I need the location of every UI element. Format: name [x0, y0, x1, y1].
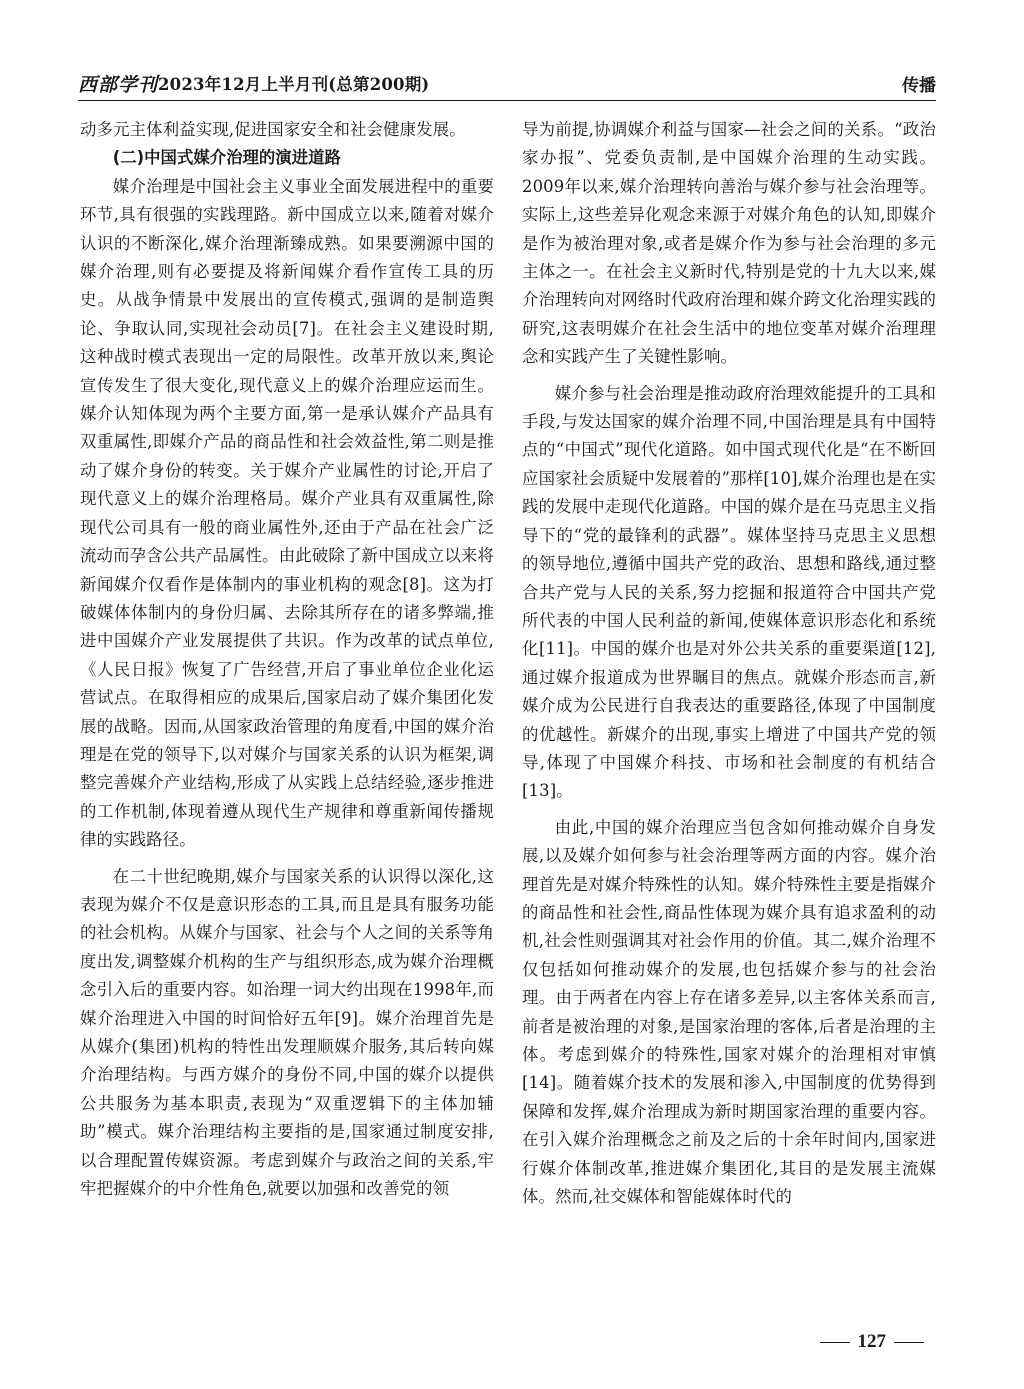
paragraph: 媒介参与社会治理是推动政府治理效能提升的工具和手段,与发达国家的媒介治理不同,中国治理是具有中国特点的“中国式”现代化道路。如中国式现代化是“在不断回应国家社会质疑中发展着的”那样[10],媒介治理也是在实践的发展中走现代化道路。中国的媒介是在马克思主义指导下的“党的最锋利的武器”。媒体坚持马克思主义思想的领导地位,遵循中国共产党的政治、思想和路线,通过整合共产党与人民的关系,努力挖掘和报道符合中国共产党所代表的中国人民利益的新闻,使媒体意识形态化和系统化[11]。中国的媒介也是对外公共关系的重要渠道[12],通过媒介报道成为世界瞩目的焦点。就媒介形态而言,新媒介成为公民进行自我表达的重要路径,体现了中国制度的优越性。新媒介的出现,事实上增进了中国共产党的领导,体现了中国媒介科技、市场和社会制度的有机结合[13]。 — [522, 383, 936, 801]
page-number-footer — [812, 1331, 933, 1353]
section-name: 传播 — [902, 76, 936, 96]
left-column — [80, 116, 494, 1203]
paragraph: 导为前提,协调媒介利益与国家—社会之间的关系。“政治家办报”、党委负责制,是中国媒介治理的生动实践。2009年以来,媒介治理转向善治与媒介参与社会治理等。实际上,这些差异化观念来源于对媒介角色的认知,即媒介是作为被治理对象,或者是媒介作为参与社会治理的多元主体之一。在社会主义新时代,特别是党的十九大以来,媒介治理转向对网络时代政府治理和媒介跨文化治理实践的研究,这表明媒介在社会生活中的地位变革对媒介治理理念和实践产生了关键性影响。 — [522, 120, 936, 367]
page-header — [78, 70, 936, 96]
right-column — [522, 116, 936, 1211]
paragraph: 在二十世纪晚期,媒介与国家关系的认识得以深化,这表现为媒介不仅是意识形态的工具,而且是具有服务功能的社会机构。从媒介与国家、社会与个人之间的关系等角度出发,调整媒介机构的生产与组织形态,成为媒介治理概念引入后的重要内容。如治理一词大约出现在1998年,而媒介治理进入中国的时间恰好五年[9]。媒介治理首先是从媒介(集团)机构的特性出发理顺媒介服务,其后转向媒介治理结构。与西方媒介的身份不同,中国的媒介以提供公共服务为基本职责,表现为“双重逻辑下的主体加辅助”模式。媒介治理结构主要指的是,国家通过制度安排,以合理配置传媒资源。考虑到媒介与政治之间的关系,牢牢把握媒介的中介性角色,就要以加强和改善党的领 — [80, 866, 494, 1199]
paragraph: 由此,中国的媒介治理应当包含如何推动媒介自身发展,以及媒介如何参与社会治理等两方面的内容。媒介治理首先是对媒介特殊性的认知。媒介特殊性主要是指媒介的商品性和社会性,商品性体现为媒介具有追求盈利的动机,社会性则强调其对社会作用的价值。其二,媒介治理不仅包括如何推动媒介的发展,也包括媒介参与的社会治理。由于两者在内容上存在诸多差异,以主客体关系而言,前者是被治理的对象,是国家治理的客体,后者是治理的主体。考虑到媒介的特殊性,国家对媒介的治理相对审慎[14]。随着媒介技术的发展和渗入,中国制度的优势得到保障和发挥,媒介治理成为新时期国家治理的重要内容。在引入媒介治理概念之前及之后的十余年时间内,国家进行媒介体制改革,推进媒介集团化,其目的是发展主流媒体。然而,社交媒体和智能媒体时代的 — [522, 817, 936, 1207]
header-rule — [78, 100, 936, 101]
paragraph: 动多元主体利益实现,促进国家安全和社会健康发展。 — [80, 120, 466, 139]
dash-right — [894, 1342, 924, 1343]
page-number: 127 — [857, 1331, 886, 1352]
section-heading: (二)中国式媒介治理的演进道路 — [112, 148, 341, 168]
journal-logo: 西部学刊 — [78, 74, 159, 96]
paragraph: 媒介治理是中国社会主义事业全面发展进程中的重要环节,具有很强的实践理路。新中国成立以来,随着对媒介认识的不断深化,媒介治理渐臻成熟。如果要溯源中国的媒介治理,则有必要提及将新闻媒介看作宣传工具的历史。从战争情景中发展出的宣传模式,强调的是制造舆论、争取认同,实现社会动员[7]。在社会主义建设时期,这种战时模式表现出一定的局限性。改革开放以来,舆论宣传发生了很大变化,现代意义上的媒介治理应运而生。媒介认知体现为两个主要方面,第一是承认媒介产品具有双重属性,即媒介产品的商品性和社会效益性,第二则是推动了媒介身份的转变。关于媒介产业属性的讨论,开启了现代意义上的媒介治理格局。媒介产业具有双重属性,除现代公司具有一般的商业属性外,还由于产品在社会广泛流动而孕含公共产品属性。由此破除了新中国成立以来将新闻媒介仅看作是体制内的事业机构的观念[8]。这为打破媒体体制内的身份归属、去除其所存在的诸多弊端,推进中国媒介产业发展提供了共识。作为改革的试点单位,《人民日报》恢复了广告经营,开启了事业单位企业化运营试点。在取得相应的成果后,国家启动了媒介集团化发展的战略。因而,从国家政治管理的角度看,中国的媒介治理是在党的领导下,以对媒介与国家关系的认识为框架,调整完善媒介产业结构,形成了从实践上总结经验,逐步推进的工作机制,体现着遵从现代生产规律和尊重新闻传播规律的实践路径。 — [80, 176, 494, 850]
dash-left — [820, 1342, 850, 1343]
issue-info: 2023年12月上半月刊(总第200期) — [158, 75, 430, 94]
